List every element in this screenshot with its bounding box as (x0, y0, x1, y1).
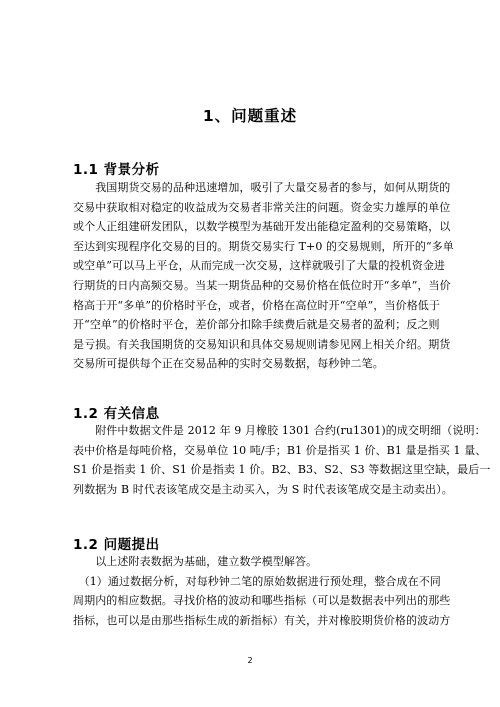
section-body-background (73, 178, 454, 374)
section-body-related-info (73, 421, 491, 499)
section-title-problem: 1.2 问题提出 (73, 537, 160, 553)
paragraph-line: 交易中获取相对稳定的收益成为交易者非常关注的问题。资金实力雄厚的单位 (73, 200, 451, 214)
paragraph-line: 表中价格是每吨价格，交易单位 10 吨/手；B1 价是指买 1 价、B1 量是指买 1 量、 (73, 443, 487, 457)
section-title-background: 1.1 背景分析 (73, 162, 160, 178)
paragraph-line: 周期内的相应数据。寻找价格的波动和哪些指标（可以是数据表中列出的那些 (73, 594, 451, 608)
paragraph-line: 列数据为 B 时代表该笔成交是主动买入，为 S 时代表该笔成交是主动卖出）。 (73, 482, 453, 496)
paragraph-line: 附件中数据文件是 2012 年 9 月橡胶 1301 合约(ru1301)的成交明细（说明： (73, 424, 486, 437)
paragraph-line: 指标，也可以是由那些指标生成的新指标）有关，并对橡胶期货价格的波动方 (73, 613, 451, 627)
paragraph-line: 格高于开“多单”的价格时平仓，或者，价格在高位时开“空单”，当价格低于 (73, 298, 440, 312)
paragraph-line: 是亏损。有关我国期货的交易知识和具体交易规则请参见网上相关介绍。期货 (73, 337, 451, 351)
paragraph-line: 交易所可提供每个正在交易品种的实时交易数据，每秒钟二笔。 (73, 357, 384, 371)
paragraph-line: 至达到实现程序化交易的目的。期货交易实行 T+0 的交易规则，所开的“多单 (73, 239, 454, 253)
chapter-title: 1、问题重述 (202, 107, 298, 125)
paragraph-line: 以上述附表数据为基础，建立数学模型解答。 (73, 555, 318, 568)
paragraph-line: 开“空单”的价格时平仓，差价部分扣除手续费后就是交易者的盈利；反之则 (73, 318, 440, 332)
section-body-problem (73, 552, 451, 630)
paragraph-line: 行期货的日内高频交易。当某一期货品种的交易价格在低位时开“多单”，当价 (73, 278, 451, 292)
paragraph-line: 或个人正组建研发团队，以数学模型为基础开发出能稳定盈利的交易策略，以 (73, 220, 451, 234)
section-title-related-info: 1.2 有关信息 (73, 406, 160, 422)
paragraph-line: （1）通过数据分析，对每秒钟二笔的原始数据进行预处理，整合成在不同 (73, 574, 441, 588)
paragraph-line: S1 价是指卖 1 价、S1 价是指卖 1 价。B2、B3、S2、S3 等数据这里空缺，最后一 (73, 463, 491, 477)
paragraph-line: 我国期货交易的品种迅速增加，吸引了大量交易者的参与，如何从期货的 (73, 181, 451, 194)
paragraph-line: 或空单”可以马上平仓，从而完成一次交易，这样就吸引了大量的投机资金进 (73, 259, 446, 273)
page-number: 2 (247, 656, 253, 665)
